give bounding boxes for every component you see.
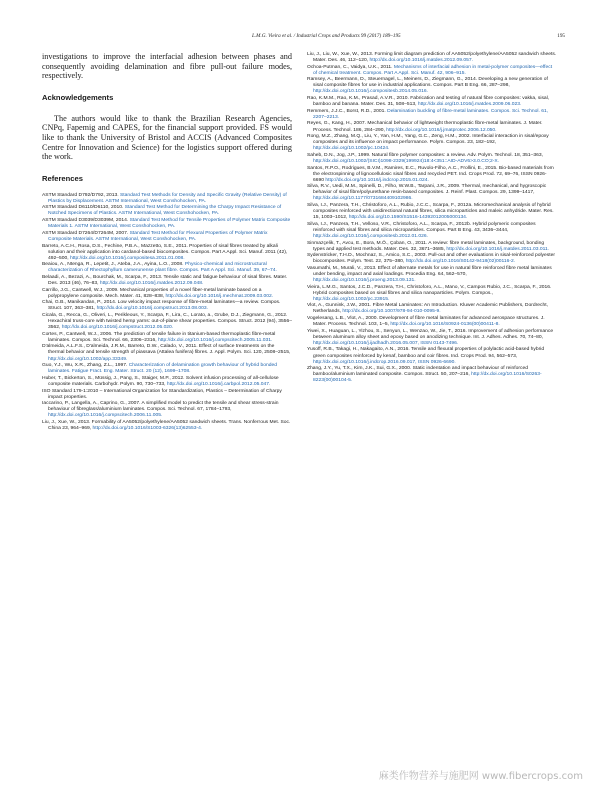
reference-link[interactable]: http://dx.doi.org/10.1002/pc.10424. [313,146,390,152]
right-column [307,52,557,385]
reference-link[interactable]: http://dx.doi.org/10.1016/j.carbpol.2012.05.047. [166,381,271,387]
reference-link[interactable]: http://dx.doi.org/10.1002/app.33349. [48,356,128,362]
reference-link[interactable]: http://dx.doi.org/10.1016/S0263-8223(00)00104-5. [313,372,542,384]
reference-text: Zhang, J.Y., Yu, T.X., Kim, J.K., Sui, G.X., 2000. Static indentation and impact behaviour of reinforced bamboo/aluminium laminated composite. Compos. Struct. 50, 207–216, [307,366,528,378]
references-list-right [307,52,557,384]
reference-link[interactable]: Characterization of delamination growth behaviour of hybrid bonded laminates. Fatigue Fract. Eng. Mater. Struct. 20 (12), 1699–1708. [48,363,277,375]
reference-link[interactable]: http://dx.doi.org/10.1177/0731684409102986. [313,196,413,202]
reference-text: Ramsey, A., Beermann, D., Steuernagel, L., Meiners, D., Ziegmann, G., 2014. Developing a new generation of sisal composite fibres for use in industrial applications. Compos. Part B Eng. 66, 287–298, [307,77,548,89]
reference-link[interactable]: http://dx.doi.org/10.1016/j.matdes.2011.03.011. [446,246,550,252]
reference-entry [307,184,557,202]
reference-link[interactable]: http://dx.doi.org/10.1016/j.matdes.2012.09.048. [99,280,204,286]
reference-link[interactable]: http://dx.doi.org/10.1016/j.compstruct.2012.05.020. [61,325,174,331]
reference-entry [42,275,292,287]
reference-entry [307,109,557,121]
reference-link[interactable]: http://dx.doi.org/10.1002/(SICI)1098-2329(199924)18:4<351::AID-ADV6>3.0.CO;2-X. [313,158,500,164]
reference-entry [42,401,292,419]
reference-text: ASTM Standard D3039/D3039M, 2014. [42,218,130,224]
reference-entry [307,96,557,108]
reference-text: Reyes, G., Kang, H., 2007. Mechanical behavior of lightweight thermoplastic fibre-metal laminates. J. Mater. Process. Technol. 186, 284–290, [307,121,543,133]
reference-text: Chai, G.B., Manikandan, P., 2014. Low velocity impact response of fibre-metal laminates—a review. Compos. Struct. 107, 363–381, [42,300,281,312]
reference-link[interactable]: http://dx.doi.org/10.1016/j.indcrop.2016.09.017, ISSN 0926-6690. [313,359,456,365]
references-list-left [42,193,292,432]
reference-text: Rong, M.Z., Zhang, M.Q., Liu, Y., Yan, H.M., Yang, G.C., Zeng, H.M., 2002. Interfacial interaction in sisal/epoxy composites and its influence on impact performance. Polym. Compos. 23, 182–192, [307,134,549,146]
reference-link[interactable]: http://dx.doi.org/10.1016/j.compscitech.2006.11.005. [48,413,163,419]
reference-entry [307,285,557,303]
reference-link[interactable]: http://dx.doi.org/10.1016/j.jmatprotec.2006.12.050. [386,127,497,133]
reference-link[interactable]: http://dx.doi.org/10.1016/S0924-0136(00)00411-8. [390,322,500,328]
reference-text: Barreto, A.C.H., Rosa, D.S., Fechine, P.B.A., Mazzetto, S.E., 2011. Properties of sisal fibres treated by alkali solution and their application into cardanol-based biocomposites. Compos. Part A Appl. Sci. Manuf. 2011 (42), 492–500, [42,243,288,261]
reference-entry [307,153,557,165]
reference-text: D'almeida, A.L.F.S., D'almeida, J.R.M., Barreto, D.W., Calado, V., 2011. Effect of surface treatments on the thermal behavior and tensile strength of piassava (Attalea funifera) fibres. J. Appl. Polym. Sci. 120, 2508–2515, [42,344,291,356]
reference-text: Vogelesang, L.B., Vlot, A., 2000. Development of fibre metal laminates for advanced aerospace structures. J. Mater. Process. Technol. 103, 1–5, [307,316,545,328]
acknowledgements-heading: Acknowledgements [42,92,114,102]
reference-text: Sinmazçelik, T., Avcu, E., Bora, M.Ö., Çoban, O., 2011. A review: fibre metal laminates, background, bonding types and applied test methods. Mater. Des. 32, 3671–3685, [307,240,545,252]
reference-entry [42,205,292,217]
reference-entry [42,288,292,300]
reference-entry [42,363,292,375]
reference-text: Vasumathi, M., Murali, V., 2013. Effect of alternate metals for use in natural fibre reinforced fibre metal laminates under bending, impact and axial loadings. Procedia Eng. 64, 562–570, [307,265,552,277]
reference-text: ASTM Standard D7264/D7264M, 2007. [42,230,130,236]
reference-text: Cicala, G., Recca, G., Oliveri, L., Perikleous, Y., Scarpa, F., Lira, C., Lorato, a., Grube, D.J., Ziegmann, G., 2012. Hexachiral truss-core with twisted hemp yarns: out-of-plane shear properties. Compos. Struct. 2012 (94), 3556–3562, [42,312,292,331]
reference-entry [42,193,292,205]
reference-entry [307,329,557,347]
reference-text: Ochoa-Putman, C., Vaidya, U.K., 2011. [307,64,394,70]
reference-entry [42,376,292,388]
reference-link[interactable]: http://dx.doi.org/10.1590/S1516-14392012005000134. [348,215,468,221]
journal-citation: L.M.G. Vieira et al. / Industrial Crops and Products 99 (2017) 189–195 [252,33,401,39]
reference-link[interactable]: http://dx.doi.org/10.1016/j.proeng.2013.09.131. [313,278,416,283]
reference-link[interactable]: Physico-chemical and microstructural characterization of Rhectophyllum camerunense plant fibre. Compos. Part A Appl. Sci. Manuf. 39, 67–74. [48,262,277,274]
running-head [42,33,565,43]
reference-entry [307,65,557,77]
reference-text: ASTM Standard D792/D792, 2013. [42,192,120,198]
reference-link[interactable]: http://dx.doi.org/10.1016/j.compositesb.2012.01.026. [313,233,429,239]
reference-text: ISO Standard 179-1:2010 – International Organization for Standardization, Plastics – Determination of Charpy impact properties. [42,388,282,400]
reference-link[interactable]: http://dx.doi.org/10.1016/j.compositesb.2014.05.016. [313,89,429,95]
reference-entry [307,222,557,240]
reference-text: Guo, Y.J., Wu, X.R., Zhang, Z.L., 1997. [42,363,129,369]
reference-entry [307,253,557,265]
reference-entry [307,166,557,184]
reference-text: Liu, J., Xue, W., 2013. Formability of AA5052/polyethylene/AA5052 sandwich sheets. Trans. Nonferrous Met. Soc. China 23, 964–969, [42,419,291,431]
watermark: 麻类作物营养与施肥网 www.fibercrops.com [378,771,583,782]
references-heading: References [42,173,83,183]
reference-entry [42,420,292,432]
reference-link[interactable]: Standard Test Method for Flexural Properties of Polymer Matrix Composite Materials. ASTM International, West Conshohocken, PA. [48,230,268,242]
reference-text: Belaadi, A., Bezazi, A., Bourchak, M., Scarpa, F., 2013. Tensile static and fatigue behaviour of sisal fibres. Mater. Des. 2013 (46), 76–83, [42,274,288,286]
reference-link[interactable]: http://dx.doi.org/10.1016/j.compscitech.2005.11.031. [157,337,273,343]
reference-entry [307,266,557,284]
reference-entry [42,262,292,274]
reference-link[interactable]: http://dx.doi.org/10.1016/j.compstruct.2013.08.003. [96,306,209,312]
reference-text: Liu, J., Liu, W., Xue, W., 2013. Forming limit diagram prediction of AA5052/polyethylene/AA5052 sandwich sheets. Mater. Des. 46, 112–120, [307,52,557,64]
reference-link[interactable]: http://dx.doi.org/10.1016/j.matdes.2012.09.057. [369,58,473,64]
reference-link[interactable]: Standard Test Method for Tensile Properties of Polymer Matrix Composite Materials 1. ASTM International, West Conshohocken, PA. [48,218,291,230]
reference-entry [307,52,557,64]
reference-entry [42,218,292,230]
reference-entry [307,316,557,328]
page-number: 195 [557,33,565,39]
reference-text: Huber, T., Bickerton, S., Müssig, J., Pang, S., Staiger, M.P., 2012. Solvent infusion processing of all-cellulose composite materials. Carbohydr. Polym. 90, 730–733, [42,375,279,387]
left-column [42,52,292,433]
reference-link[interactable]: http://dx.doi.org/10.1016/j.ijadhadh.2016.05.007, ISSN 0143-7496. [313,340,459,346]
reference-link[interactable]: Mechanisms of interfacial adhesion in metal-polymer composites—effect of chemical treatment. Compos. Part A Appl. Sci. Manuf. 42, 906–915. [313,64,553,76]
intro-paragraph: investigations to improve the interfacial adhesion between phases and consequently avoiding delamination and fibre pull-out failure modes, respectively. [42,52,292,81]
reference-link[interactable]: http://dx.doi.org/10.1016/S1003-6326(13)62553-4. [92,425,203,431]
reference-entry [307,366,557,384]
reference-text: Carrillo, J.G., Cantwell, W.J., 2009. Mechanical properties of a novel fiber-metal laminate based on a polypropylene composite. Mech. Mater. 41, 828–838, [42,287,262,299]
reference-text: Iaccarino, P., Langella, A., Caprino, G., 2007. A simplified model to predict the tensile and shear stress-strain behaviour of fibreglass/aluminium laminates. Compos. Sci. Technol. 67, 1784–1793, [42,401,279,413]
reference-link[interactable]: Standard Test Method for Determining the Charpy Impact Resistance of Notched Specimens of Plastics. ASTM International, West Conshohocken, PA. [48,205,282,217]
acknowledgements-text: The authors would like to thank the Brazilian Research Agencies, CNPq, Fapemig and CAPES, for the financial support provided. FS would like to thank the University of Bristol and ACCIS (Advanced Composites Centre for Innovation and Science) for the logistics support offered during the work. [42,113,292,162]
reference-entry [307,203,557,221]
reference-text: Santos, R.P.O., Rodrigues, B.V.M., Ramires, E.C., Ruvolo-Filho, A.C., Frollini, E., 2015. Bio-based materials from the electrospinning of lignocellulosic sisal fibres and recycled PET. Ind. Crops Prod. 72, 69–76, ISSN 0926-6690 [307,165,554,183]
reference-entry [307,121,557,133]
reference-entry [42,300,292,312]
reference-entry [42,389,292,401]
reference-entry [42,244,292,262]
reference-link[interactable]: http://dx.doi.org/10.1016/j.compositesa.2011.01.008. [69,255,185,261]
reference-text: ASTM Standard D6110/D6110, 2010. [42,205,125,211]
reference-text: Sydenstricker, T.H.D., Mochnaz, S., Amico, S.C., 2003. Pull-out and other evaluations in sisal-reinforced polyester biocomposites. Polym. Test. 22, 375–380, [307,253,555,265]
reference-link[interactable]: Delamination buckling of fibre-metal laminates. Compos. Sci. Technol. 61, 2207–2213. [313,108,549,120]
reference-text: Silva, R.V., Uedi, M.M., Spinelli, D., Filho, W.W.B., Tarpani, J.R., 2009. Thermal, mechanical, and hygroscopic behavior of sisal fibre/polyurethane resin-based composites. J. Reinf. Plast. Compos. 29, 1399–1417, [307,184,547,196]
reference-text: Yusoff, R.B., Takagi, H., Nakagaito, A.N., 2016. Tensile and flexural properties of polylactic acid-based hybrid green composites reinforced by kenaf, bamboo and coir fibres. Ind. Crops Prod. 94, 562–573, [307,347,545,359]
reference-text: Remmers, J.J.C., Borst, R.D., 2001. [307,108,388,114]
reference-entry [307,241,557,253]
reference-link[interactable]: http://dx.doi.org/10.1016/S0142-9418(02)00116-2. [405,259,516,265]
reference-link[interactable]: http://dx.doi.org/10.1016/j.mechmat.2009.03.002. [165,293,274,299]
reference-entry [307,134,557,152]
reference-text: Silva, I.J., Panzera, T.H., Velloso, V.R., Christoforo, A.L., Scarpa, F., 2012b. Hybrid polymeric composites reinforced with sisal fibres and silica microparticles. Compos. Part B Eng. 43, 3436–3444, [307,221,536,233]
reference-text: Silva, I.J., Panzera, T.H., Christoforo, A.L., Rubio, J.C.C., Scarpa, F., 2012a. Micromechanical analysis of hybrid composites reinforced with unidirectional natural fibres, silica microparticles and maleic anhydride. Mater. Res. 15, 1003–1012, [307,203,554,221]
reference-text: Rao, K.M.M., Rao, K.M., Prasad, A.V.R., 2010. Fabrication and testing of natural fibre composites: vakka, sisal, bamboo and banana. Mater. Des. 31, 508–513, [307,96,550,108]
reference-text: Saheb, D.N., Jog, J.P., 1999. Natural fibre polymer composites: a review. Adv. Polym. Technol. 18, 351–363, [307,152,544,158]
reference-text: Vieira, L.M.G., Santos, J.C.D., Panzera, T.H., Christoforo, A.L., Mano, V., Campos Rubio, J.C., Scarpa, F., 2016. Hybrid composites based on sisal fibres and silica nanoparticles. Polym. Compos., [307,284,552,296]
reference-entry [42,313,292,331]
reference-entry [42,332,292,344]
reference-text: Vlot, A., Gunnink, J.W., 2001. Fibre Metal Laminates: An Introduction. Kluwer Academic Publishers, Dordrecht, Netherlands, [307,303,548,315]
reference-link[interactable]: http://dx.doi.org/10.1016/j.indcrop.2015.01.024. [325,177,429,183]
reference-entry [42,231,292,243]
reference-text: Beaiou, A., Ntenga, R., Lepetit, J., Ateba, J.A., Ayina, L.O., 2008. [42,262,185,268]
reference-link[interactable]: http://dx.doi.org/10.1007/978-94-010-0095-9. [342,309,441,315]
reference-link[interactable]: http://dx.doi.org/10.1002/pc.23915. [313,296,390,302]
reference-entry [307,77,557,95]
reference-text: Yiwei, X., Huaguan, L., Yizhou, S., Senyun, L., Wenzao, W., Jie, T., 2016. Improvement of adhesion performance between aluminum alloy sheet and epoxy based on anodizing technique. Int. J. Adhes. Adhes. 70, 74–80, [307,328,554,340]
reference-entry [307,347,557,365]
reference-entry [307,303,557,315]
reference-text: Cortes, P., Cantwell, W.J., 2006. The prediction of tensile failure in titanium-based thermoplastic fibre-metal laminates. Compos. Sci. Technol. 66, 2306–2316, [42,331,276,343]
reference-link[interactable]: http://dx.doi.org/10.1016/j.matdes.2009.06.023. [417,102,522,108]
reference-link[interactable]: Standard Test Methods for Density and Specific Gravity (Relative Density) of Plastics by Displacement. ASTM International, West Conshohocken, PA. [48,192,287,204]
reference-entry [42,344,292,362]
